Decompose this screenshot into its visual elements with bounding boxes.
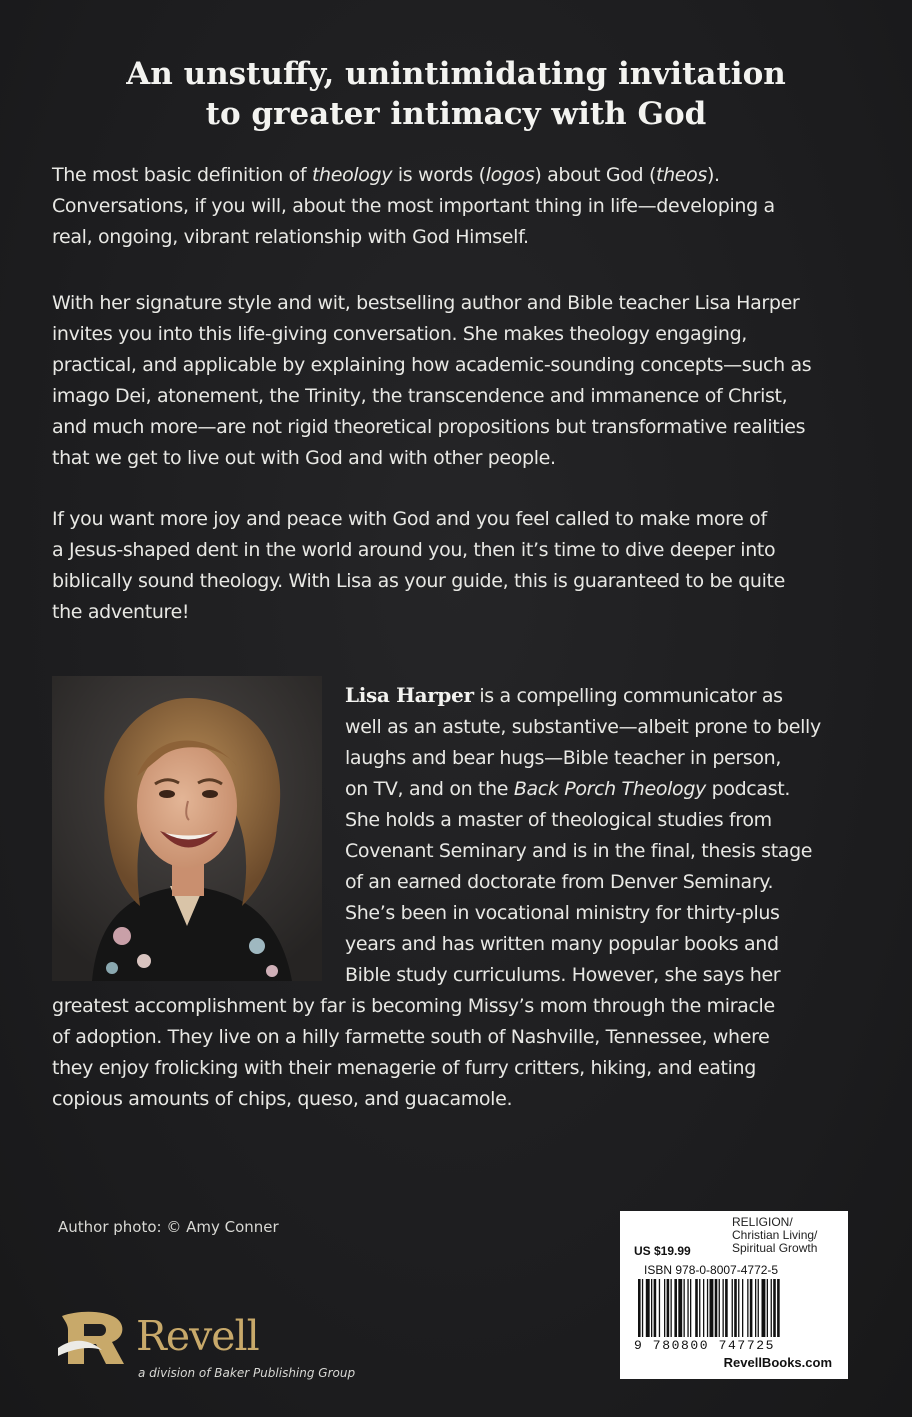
category-line: RELIGION/ — [732, 1215, 793, 1229]
bio-line-1 — [52, 680, 852, 712]
intro-line-3: real, ongoing, vibrant relationship with God Himself. — [52, 226, 529, 248]
cta-line: If you want more joy and peace with God and you feel called to make more of — [52, 508, 767, 530]
publisher-tagline: a division of Baker Publishing Group — [138, 1366, 356, 1380]
category-line: Christian Living/ — [732, 1228, 818, 1242]
cta-line: biblically sound theology. With Lisa as your guide, this is guaranteed to be quite — [52, 570, 785, 592]
headline-line-1: An unstuffy, unintimidating invitation — [126, 56, 786, 92]
intro-paragraph — [52, 160, 852, 253]
description-line: invites you into this life-giving conversation. She makes theology engaging, — [52, 323, 747, 345]
publisher-website: RevellBooks.com — [723, 1355, 832, 1370]
description-line: imago Dei, atonement, the Trinity, the transcendence and immanence of Christ, — [52, 385, 788, 407]
bio-text: on TV, and on the — [345, 778, 514, 800]
bio-line-8: She’s been in vocational ministry for thirty-plus — [345, 902, 780, 924]
author-bio — [52, 680, 852, 1115]
publisher-logo — [58, 1306, 358, 1386]
revell-r-icon — [58, 1308, 130, 1368]
intro-text: is words ( — [392, 164, 486, 186]
bio-line-9: years and has written many popular books and — [345, 933, 779, 955]
intro-line-1 — [52, 160, 852, 191]
price: US $19.99 — [634, 1244, 691, 1258]
barcode-digits: 9 780800 747725 — [634, 1338, 776, 1353]
call-to-action-paragraph — [52, 504, 852, 628]
publisher-name: Revell — [136, 1312, 259, 1360]
podcast-title: Back Porch Theology — [513, 778, 706, 800]
bio-line-14: copious amounts of chips, queso, and guacamole. — [52, 1088, 513, 1110]
description-paragraph — [52, 288, 852, 474]
intro-text: ). — [706, 164, 720, 186]
barcode-box — [620, 1211, 848, 1379]
description-line: With her signature style and wit, bestselling author and Bible teacher Lisa Harper — [52, 292, 800, 314]
description-line: practical, and applicable by explaining how academic-sounding concepts—such as — [52, 354, 812, 376]
category-line: Spiritual Growth — [732, 1241, 818, 1255]
bio-text: podcast. — [705, 778, 791, 800]
bio-line-4 — [52, 774, 852, 805]
barcode-icon — [636, 1279, 836, 1339]
italic-theos: theos — [656, 164, 707, 186]
description-line: and much more—are not rigid theoretical propositions but transformative realities — [52, 416, 806, 438]
bio-line-7: of an earned doctorate from Denver Seminary. — [345, 871, 774, 893]
cta-line: a Jesus-shaped dent in the world around you, then it’s time to dive deeper into — [52, 539, 776, 561]
photo-credit: Author photo: © Amy Conner — [58, 1218, 279, 1236]
intro-line-2: Conversations, if you will, about the most important thing in life—developing a — [52, 195, 775, 217]
bio-line-12: of adoption. They live on a hilly farmette south of Nashville, Tennessee, where — [52, 1026, 770, 1048]
author-name: Lisa Harper — [345, 683, 474, 707]
bio-line-6: Covenant Seminary and is in the final, thesis stage — [345, 840, 813, 862]
headline-line-2: to greater intimacy with God — [205, 96, 707, 132]
intro-text: ) about God ( — [534, 164, 657, 186]
isbn: ISBN 978-0-8007-4772-5 — [644, 1263, 779, 1277]
intro-text: The most basic definition of — [52, 164, 312, 186]
bio-text: is a compelling communicator as — [473, 685, 783, 707]
bio-line-3: laughs and bear hugs—Bible teacher in person, — [345, 747, 782, 769]
headline — [0, 54, 912, 134]
bio-line-13: they enjoy frolicking with their menagerie of furry critters, hiking, and eating — [52, 1057, 756, 1079]
bio-line-11: greatest accomplishment by far is becoming Missy’s mom through the miracle — [52, 995, 775, 1017]
italic-logos: logos — [485, 164, 535, 186]
bio-line-2: well as an astute, substantive—albeit prone to belly — [345, 716, 821, 738]
bio-line-10: Bible study curriculums. However, she says her — [345, 964, 781, 986]
italic-theology: theology — [311, 164, 393, 186]
bio-line-5: She holds a master of theological studies from — [345, 809, 772, 831]
description-line: that we get to live out with God and with other people. — [52, 447, 556, 469]
cta-line: the adventure! — [52, 601, 190, 623]
bisac-category — [732, 1216, 832, 1255]
